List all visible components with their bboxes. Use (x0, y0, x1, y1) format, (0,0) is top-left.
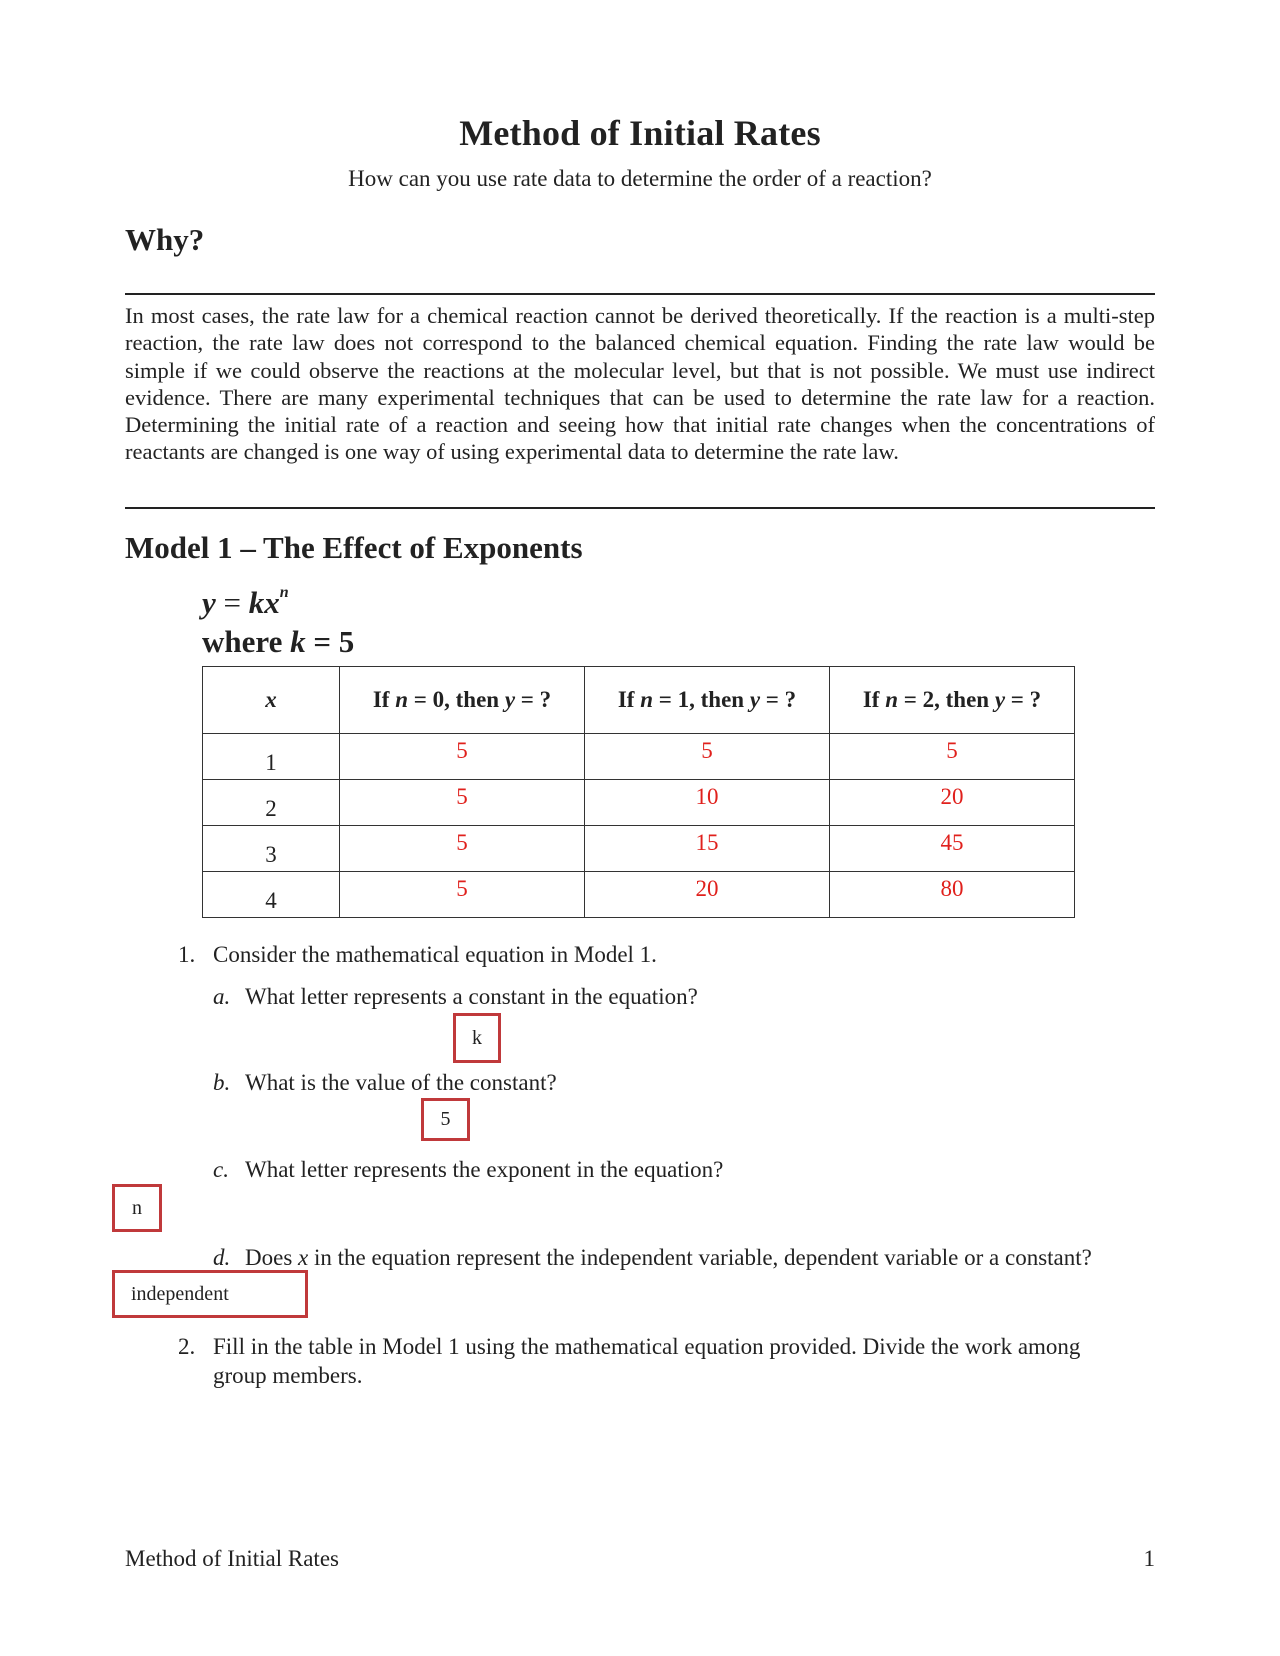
where-var: k (290, 624, 306, 659)
answer-box-1b[interactable]: 5 (421, 1098, 470, 1141)
header-n0: If n = 0, then y = ? (340, 667, 585, 734)
table-row (203, 780, 1075, 826)
equation-exponent: n (279, 584, 289, 601)
x-cell: 4 (203, 872, 340, 918)
answer-cell[interactable]: 10 (585, 780, 830, 826)
model-table (202, 666, 1075, 918)
answer-cell[interactable]: 80 (830, 872, 1075, 918)
table-header-row (203, 667, 1075, 734)
answer-cell[interactable]: 5 (340, 734, 585, 780)
page-title: Method of Initial Rates (459, 113, 821, 153)
equation-y: y (202, 585, 216, 620)
question-1: 1. Consider the mathematical equation in Model 1. (178, 942, 657, 967)
why-heading: Why? (125, 222, 205, 257)
page-number: 1 (1143, 1546, 1155, 1571)
answer-cell[interactable]: 20 (585, 872, 830, 918)
table-row (203, 826, 1075, 872)
top-divider (125, 293, 1155, 295)
answer-cell[interactable]: 45 (830, 826, 1075, 872)
question-1c: c. What letter represents the exponent in the equation? (213, 1157, 724, 1182)
answer-cell[interactable]: 5 (585, 734, 830, 780)
model-equation (202, 584, 289, 621)
model-heading: Model 1 – The Effect of Exponents (125, 530, 583, 565)
answer-cell[interactable]: 5 (340, 780, 585, 826)
answer-box-1d[interactable]: independent (112, 1270, 308, 1318)
bottom-divider (125, 507, 1155, 509)
answer-box-1a[interactable]: k (453, 1013, 501, 1063)
where-prefix: where (202, 624, 291, 659)
equation-kx: kx (248, 585, 280, 620)
answer-cell[interactable]: 20 (830, 780, 1075, 826)
where-rest: = 5 (305, 624, 355, 659)
header-n1: If n = 1, then y = ? (585, 667, 830, 734)
answer-cell[interactable]: 5 (830, 734, 1075, 780)
answer-cell[interactable]: 5 (340, 872, 585, 918)
table-row (203, 872, 1075, 918)
header-n2: If n = 2, then y = ? (830, 667, 1075, 734)
x-cell: 2 (203, 780, 340, 826)
answer-box-1c[interactable]: n (112, 1184, 162, 1232)
answer-cell[interactable]: 15 (585, 826, 830, 872)
table-row (203, 734, 1075, 780)
intro-paragraph: In most cases, the rate law for a chemical reaction cannot be derived theoretically. If the reaction is a multi-step reaction, the rate law does not correspond to the balanced chemical equation. Finding the rate law would be simple if we could observe the reactions at the molecular level, but that is not possible. We must use indirect evidence. There are many experimental techniques that can be used to determine the rate law for a reaction. Determining the initial rate of a reaction and seeing how that initial rate changes when the concentrations of reactants are changed is one way of using experimental data to determine the rate law. (125, 303, 1155, 465)
question-1a: a. What letter represents a constant in the equation? (213, 984, 698, 1009)
header-x: x (203, 667, 340, 734)
question-1b: b. What is the value of the constant? (213, 1070, 557, 1095)
x-cell: 1 (203, 734, 340, 780)
question-1d: d. Does x in the equation represent the independent variable, dependent variable or a constant? (213, 1245, 1092, 1270)
equation-equals: = (215, 585, 249, 620)
constant-definition (202, 624, 354, 660)
page-subtitle: How can you use rate data to determine the order of a reaction? (348, 166, 932, 191)
footer-title: Method of Initial Rates (125, 1546, 339, 1571)
answer-cell[interactable]: 5 (340, 826, 585, 872)
x-cell: 3 (203, 826, 340, 872)
